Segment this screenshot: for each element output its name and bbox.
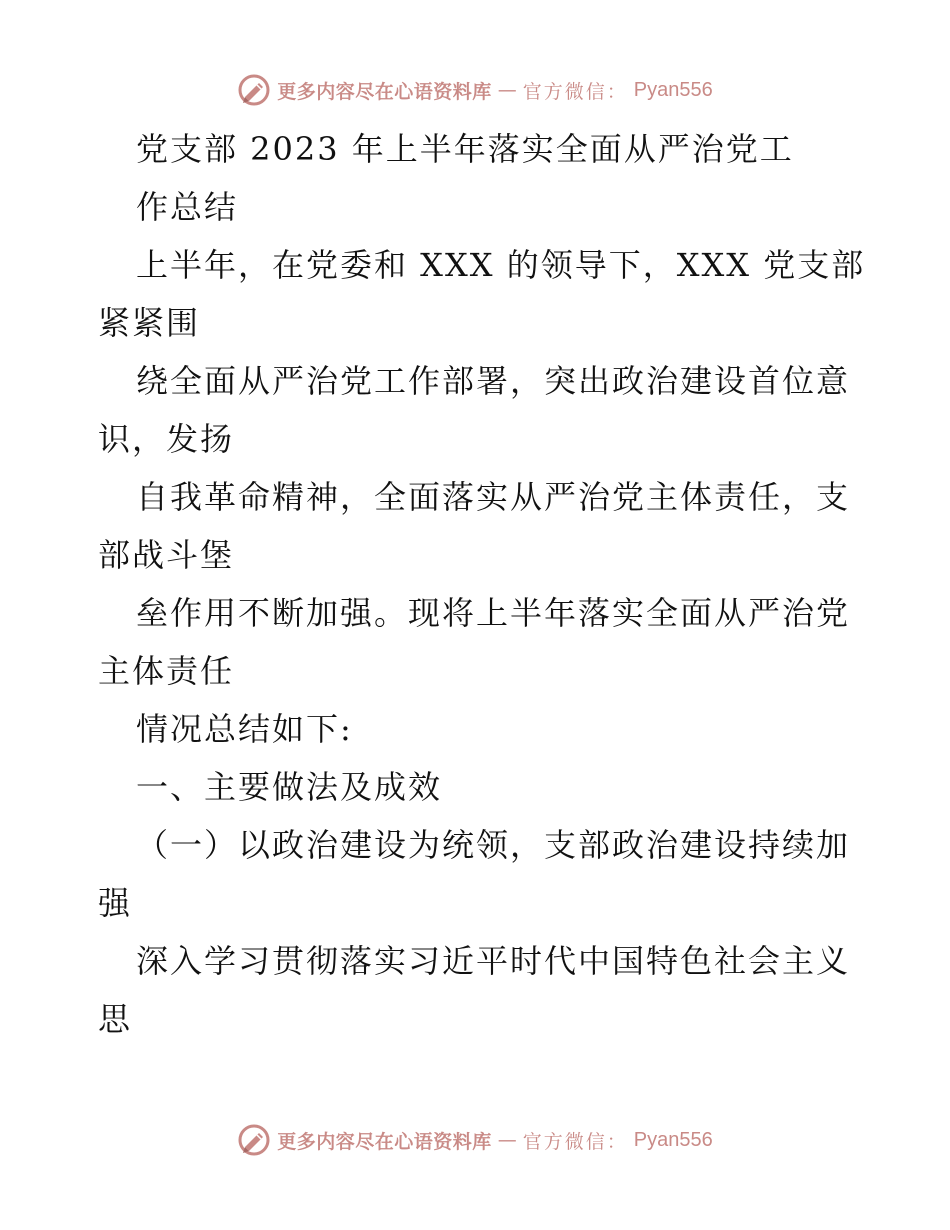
subsection-heading: （一）以政治建设为统领，支部政治建设持续加: [136, 826, 851, 864]
doc-line-title-1: 党支部 2023 年上半年落实全面从严治党工: [136, 130, 794, 168]
watermark-text: 更多内容尽在心语资料库: [277, 1130, 492, 1153]
watermark-text: 更多内容尽在心语资料库: [277, 80, 492, 103]
doc-line: 上半年，在党委和 XXX 的领导下，XXX 党支部: [136, 246, 866, 284]
doc-line: 识，发扬: [98, 420, 235, 458]
footer-watermark: [0, 1120, 950, 1160]
watermark-dash: —: [497, 79, 517, 101]
header-watermark: [0, 70, 950, 110]
watermark-wechat-id: Pyan556: [633, 1128, 713, 1151]
watermark-dash: —: [497, 1129, 517, 1151]
pen-logo-icon: [237, 1123, 271, 1157]
watermark-wechat-id: Pyan556: [633, 78, 713, 101]
doc-line-title-2: 作总结: [136, 188, 239, 226]
doc-line: 强: [98, 884, 133, 922]
doc-line: 主体责任: [98, 652, 235, 690]
doc-line: 自我革命精神，全面落实从严治党主体责任，支: [136, 478, 851, 516]
doc-line: 情况总结如下:: [136, 710, 353, 748]
pen-logo-icon: [237, 73, 271, 107]
watermark-wechat-label: 官方微信：: [522, 1130, 628, 1153]
section-heading: 一、主要做法及成效: [136, 768, 443, 806]
doc-line: 深入学习贯彻落实习近平时代中国特色社会主义: [136, 942, 851, 980]
watermark-wechat-label: 官方微信：: [522, 80, 628, 103]
doc-line: 绕全面从严治党工作部署，突出政治建设首位意: [136, 362, 851, 400]
doc-line: 思: [98, 1000, 133, 1038]
doc-line: 紧紧围: [98, 304, 201, 342]
doc-line: 部战斗堡: [98, 536, 235, 574]
doc-line: 垒作用不断加强。现将上半年落实全面从严治党: [136, 594, 851, 632]
